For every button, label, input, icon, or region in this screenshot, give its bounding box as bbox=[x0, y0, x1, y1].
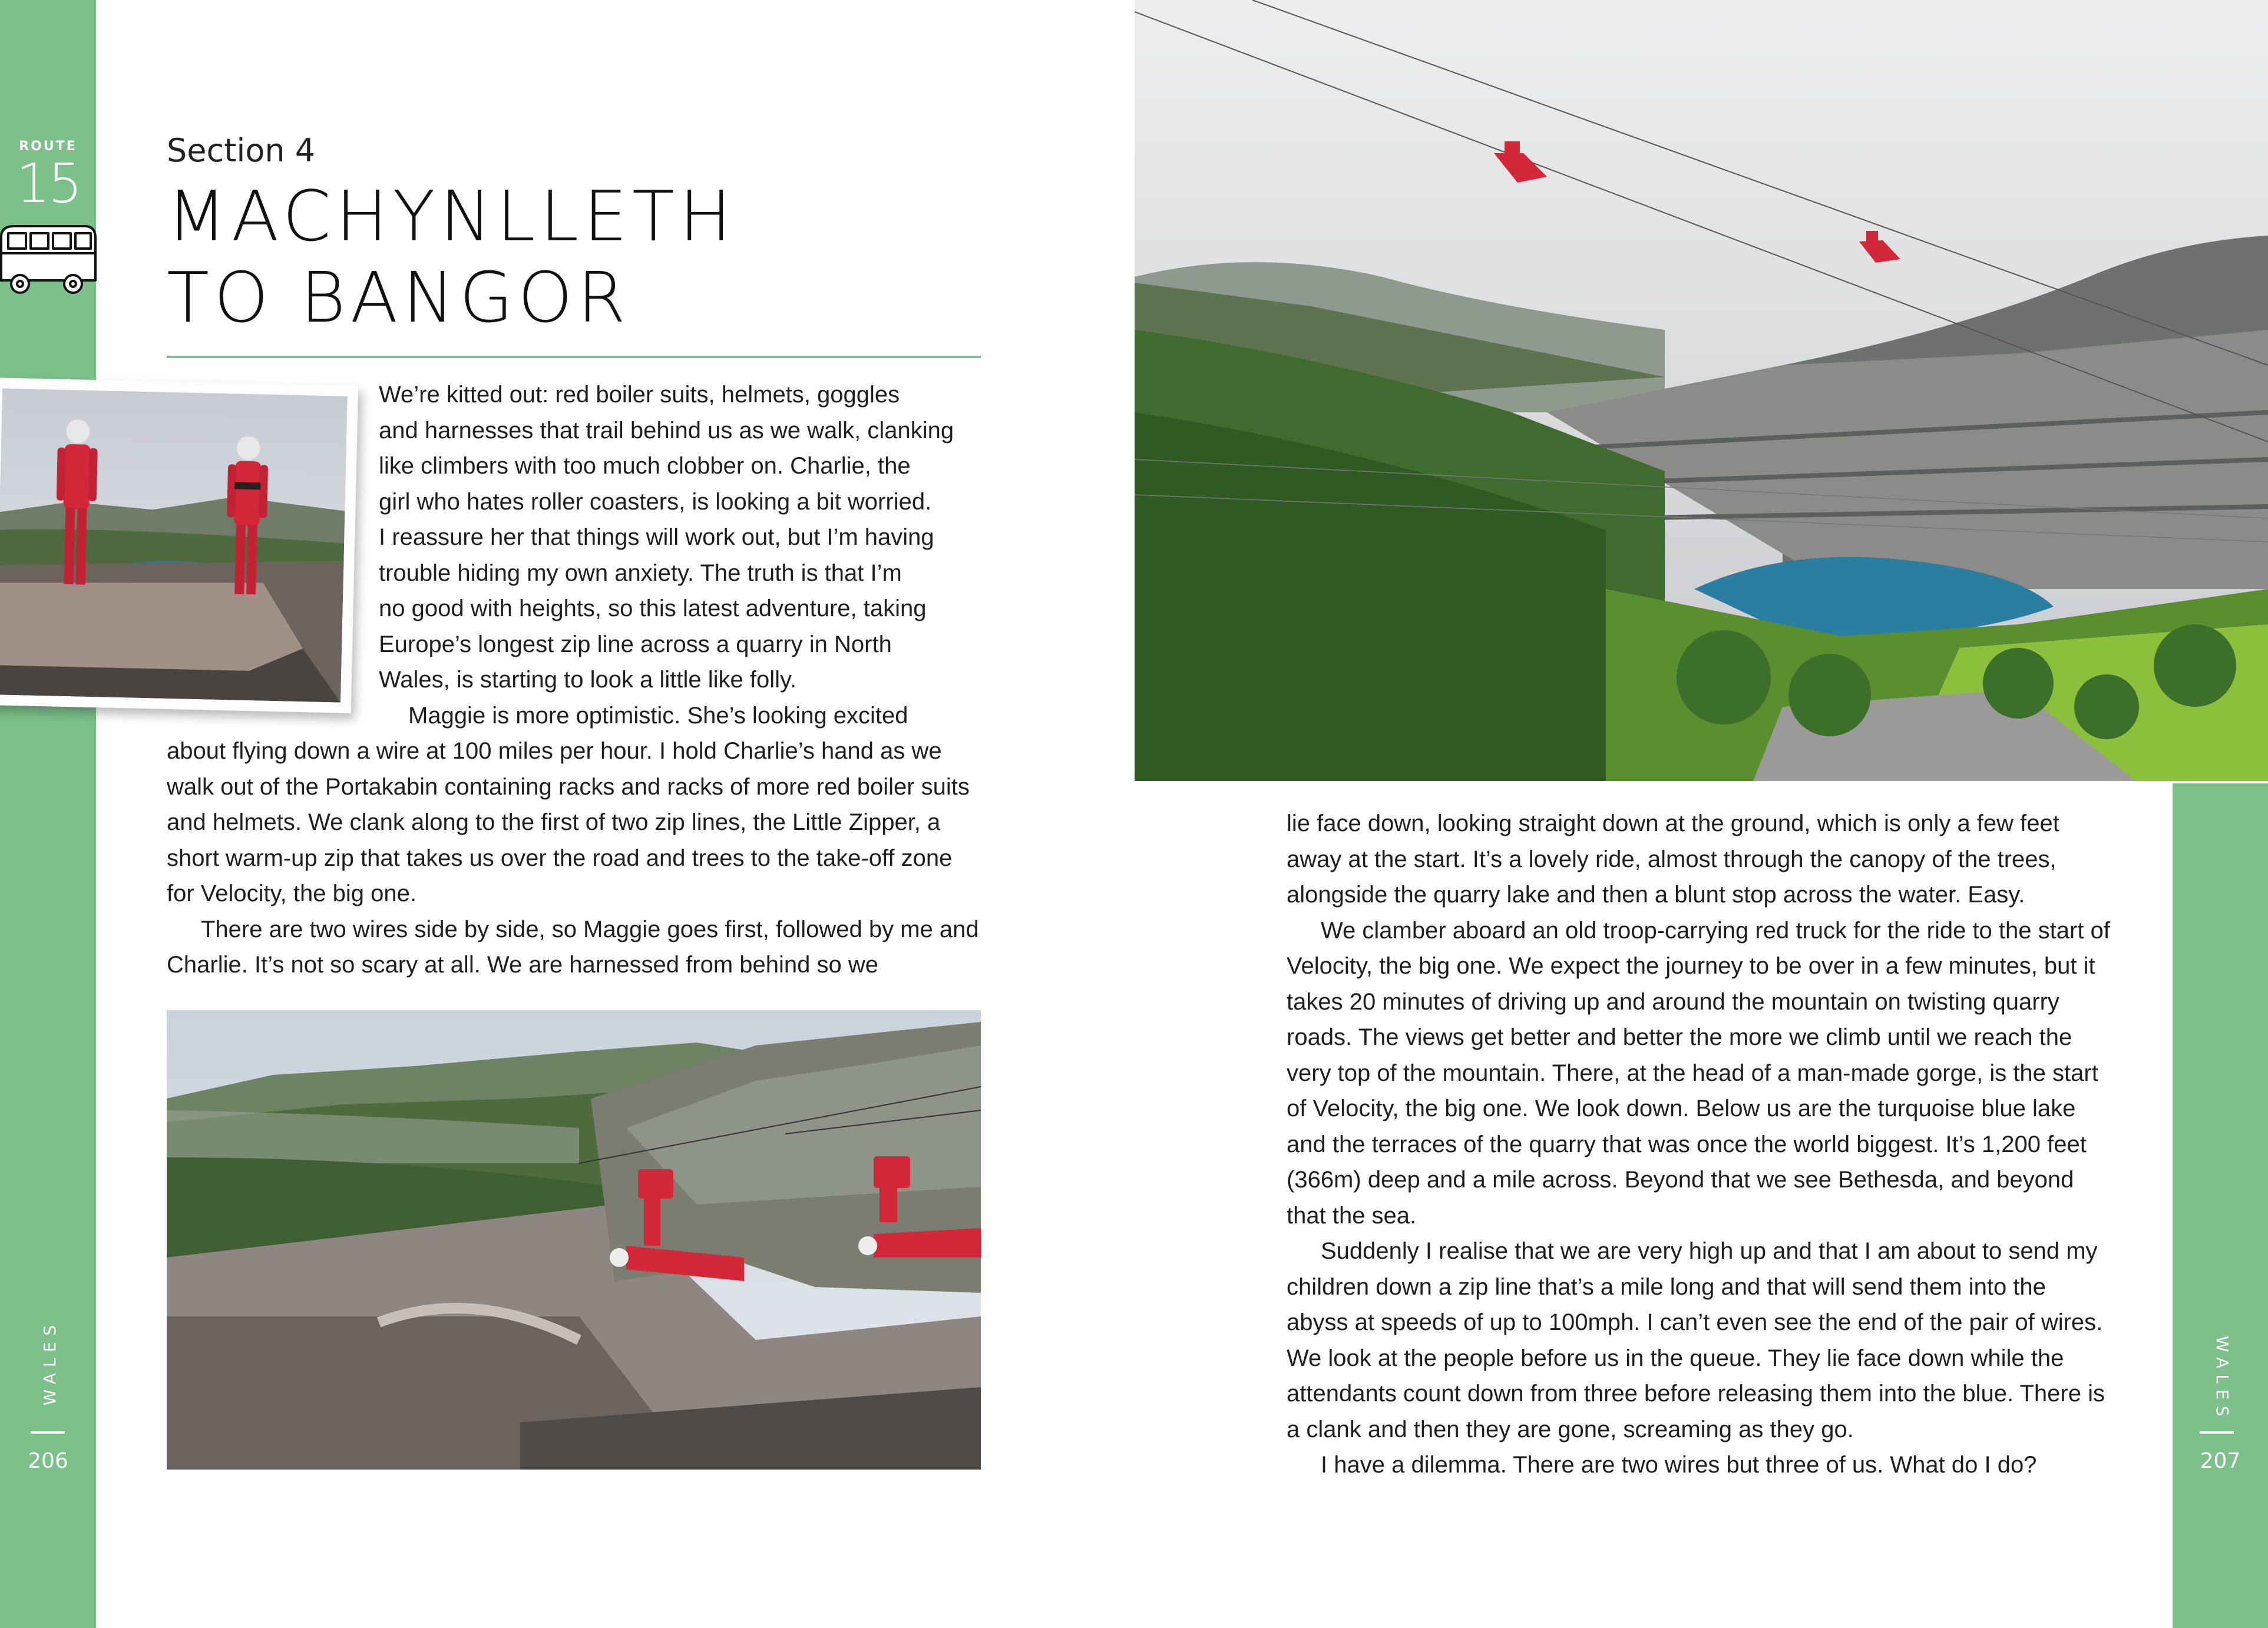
region-divider-right bbox=[2200, 1431, 2234, 1434]
paragraph-r2: We clamber aboard an old troop-carrying red truck for the ride to the start of Velocity, the big one. We expect the journey to be over in a few minutes, but it takes 20 minutes of driving up and around the mountain on twisting quarry roads. The views get better and better the more we climb until we reach the very top of the mountain. There, at the head of a man-made gorge, is the start of Velocity, the big one. We look down. Below us are the turquoise blue lake and the terraces of the quarry that was once the world biggest. It’s 1,200 feet (366m) deep and a mile across. Beyond that we see Bethesda, and beyond that the sea. bbox=[1287, 917, 2110, 1229]
route-number: 15 bbox=[15, 152, 81, 215]
section-label: Section 4 bbox=[167, 132, 316, 169]
page-number-right: 207 bbox=[2200, 1449, 2241, 1473]
region-label-right: WALES bbox=[2213, 1336, 2232, 1422]
paragraph-r1: lie face down, looking straight down at the ground, which is only a few feet away at the start. It’s a lovely ride, almost through the canopy of the trees, alongside the quarry lake and then a blunt stop across the water. Easy. bbox=[1287, 810, 2059, 908]
region-label-left: WALES bbox=[40, 1319, 59, 1406]
wrap-line: girl who hates roller coasters, is looking a bit worried. bbox=[379, 488, 932, 515]
wrap-line: Wales, is starting to look a little like folly. bbox=[379, 667, 797, 693]
title-line-1: MACHYNLLETH bbox=[167, 176, 736, 257]
campervan-icon bbox=[0, 219, 97, 307]
wrap-line: trouble hiding my own anxiety. The truth is that I’m bbox=[379, 560, 902, 586]
paragraph-r4: I have a dilemma. There are two wires but three of us. What do I do? bbox=[1321, 1452, 2037, 1478]
wrap-line: Europe’s longest zip line across a quarry in North bbox=[379, 631, 892, 657]
wrap-line: and harnesses that trail behind us as we walk, clanking bbox=[379, 417, 954, 444]
paragraph-3: There are two wires side by side, so Maggie goes first, followed by me and Charlie. It’s not so scary at all. We are harnessed from behind so we bbox=[167, 916, 979, 978]
title-line-2: TO BANGOR bbox=[167, 257, 631, 338]
route-label: ROUTE bbox=[19, 139, 77, 154]
zipline-riders-photo bbox=[167, 1010, 981, 1470]
wrap-line: like climbers with too much clobber on. Charlie, the bbox=[379, 453, 911, 479]
paragraph-r3: Suddenly I realise that we are very high up and that I am about to send my children down a zip line that’s a mile long and that will send them into the abyss at speeds of up to 100mph. I can’t even see the end of the pair of wires. We look at the people before us in the queue. They lie face down while the attendants count down from three before releasing them into the blue. There is a clank and then they are gone, screaming as they go. bbox=[1287, 1238, 2105, 1442]
right-column-text bbox=[1287, 806, 2111, 1483]
right-page-tab bbox=[2173, 783, 2268, 1628]
region-divider-left bbox=[31, 1431, 65, 1434]
left-column-text bbox=[167, 377, 980, 983]
page-number-left: 206 bbox=[28, 1449, 68, 1473]
paragraph-2-first-line: Maggie is more optimistic. She’s looking excited bbox=[408, 702, 908, 729]
wrap-line: I reassure her that things will work out, but I’m having bbox=[379, 524, 934, 550]
wrap-line: We’re kitted out: red boiler suits, helmets, goggles bbox=[379, 382, 900, 408]
page-title bbox=[167, 176, 736, 338]
wrap-line: no good with heights, so this latest adventure, taking bbox=[379, 595, 927, 621]
quarry-zipline-photo bbox=[1135, 0, 2268, 781]
paragraph-2: about flying down a wire at 100 miles per hour. I hold Charlie’s hand as we walk out of the Portakabin containing racks and racks of more red boiler suits and helmets. We clank along to the first of two zip lines, the Little Zipper, a short warm-up zip that takes us over the road and trees to the take-off zone for Velocity, the big one. bbox=[167, 738, 970, 906]
title-divider bbox=[167, 356, 981, 358]
